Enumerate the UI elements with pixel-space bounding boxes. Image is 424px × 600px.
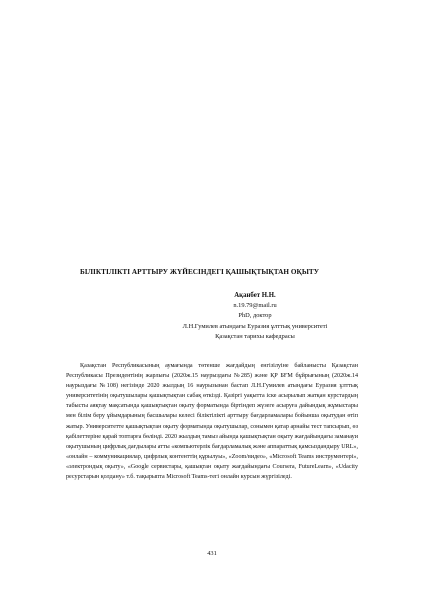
author-name: Ақанбет Н.Н.	[234, 292, 276, 299]
author-university: Л.Н.Гумилев атындағы Еуразия ұлттық университеті	[182, 322, 328, 330]
author-degree: PhD, доктор	[238, 312, 272, 320]
abstract-paragraph: Қазақстан Республикасының аумағында төтенше жағдайдың енгізілуіне байланысты Қазақстан Республикасы Президентінің жарлығы (2020ж.15 наурыздағы №285) және ҚР БҒМ бұйрығының (2020ж.14 наурыздағы №108) негізінде 2020 жылдың 16 наурызынан бастап Л.Н.Гумилев атындағы Еуразия ұлттық университетінің оқытушылары қашықтықтан сабақ өткізді. Қазіргі уақытта іске асырылып жатқан курстардың табысты аяқтау мақсатында қашықтықтан оқыту форматында біртіндеп жүзеге асыруға дайындық жұмыстары мен білім беру ұйымдарының басшылары келесі біліктілікті арттыру бағдарламалары бойынша оқытудан өтіп жатыр. Университетте қашықтықтан оқыту форматында оқытушылар, сонымен қатар арнайы тест тапсырып, өз қабілеттеріне қарай топтарға бөлінді. 2020 жылдың тамыз айында қашықтықтан оқыту жағдайындағы заманауи оқытушының цифрлық дағдылары атты «компьютерлік бағдарламалық және аппараттық қамсыздандыру URL», «онлайн – коммуникациялар, цифрлық контенттің құрылуы», «Zoom/видео», «Microsoft Teams инструментері», «электрондық оқыту», «Google сервистары, қашықтан оқыту жағдайындағы Coursera, FutureLearn», «Udacity ресурстарын қолдану» т.б. тақырыпта Microsoft Teams-тегі онлайн курсын жүргізіледі.	[66, 363, 358, 481]
paper-title: БІЛІКТІЛІКТІ АРТТЫРУ ЖҮЙЕСІНДЕГІ ҚАШЫҚТЫҚТАН ОҚЫТУ	[80, 268, 320, 276]
author-email[interactable]: n.19.79@mail.ru	[233, 302, 277, 310]
page-number: 431	[207, 550, 217, 557]
author-department: Қазақстан тарихы кафедрасы	[215, 332, 295, 340]
author-block	[150, 291, 360, 342]
